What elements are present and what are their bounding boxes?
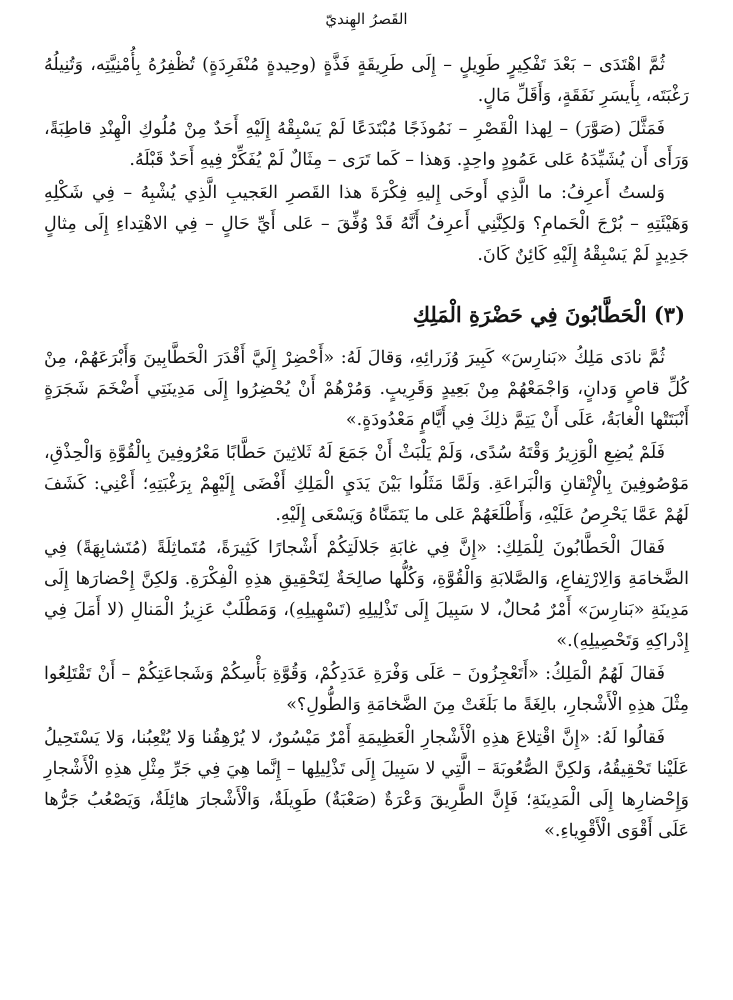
section-body (44, 343, 689, 847)
paragraph: فَمَثَّلَ (صَوَّرَ) – لِهذا الْقَصْرِ – نَمُوذَجًا مُبْتَدَعًا لَمْ يَسْبِقْهُ إِلَيْهِ أَحَدٌ مِنْ مُلُوكِ الْهِنْدِ قاطِبَةً، وَرَأَى أَن يُشَيِّدَهُ عَلى عَمُودٍ واحِدٍ. وَهذا – كَما تَرَى – مِثَالٌ لَمْ يُفَكِّرْ فِيهِ أَحَدٌ قَبْلَهُ. (44, 119, 689, 170)
paragraph: ثُمَّ نادَى مَلِكُ «بَنارِسَ» كَبِيرَ وُزَرائِهِ، وَقالَ لَهُ: «أَحْضِرْ إِلَيَّ أَقْدَرَ الْحَطَّابِينَ وَأَبْرَعَهُمْ، مِنْ كُلِّ قاصٍ وَدانٍ، وَاجْمَعْهُمْ مِنْ بَعِيدٍ وَقَرِيبٍ. وَمُرْهُمْ أَنْ يُحْضِرُوا إِلَى مَدِينَتِي أَضْخَمَ شَجَرَةٍ أَنْبَتَتْها الْغابَةُ، عَلَى أَنْ يَتِمَّ ذلِكَ فِي أَيَّامٍ مَعْدُودَةٍ.» (44, 348, 689, 430)
paragraph: وَلستُ أَعرِفُ: ما الَّذِي أَوحَى إِليهِ فِكْرَةَ هذا القَصرِ العَجيبِ الَّذِي يُشْبِهُ – فِي شَكْلِهِ وَهَيْئَتِهِ – بُرْجَ الْحَمامِ؟ وَلكِنَّنِي أَعرِفُ أَنَّهُ قَدْ وُفِّقَ – عَلى أَيِّ حَالٍ – فِي الاهْتِداءِ إِلَى مِثالٍ جَدِيدٍ لَمْ يَسْبِقْهُ إِلَيْهِ كَائِنٌ كَانَ. (44, 183, 689, 265)
paragraph: فَقالَ الْحَطَّابُونَ لِلْمَلِكِ: «إِنَّ فِي غابَةِ جَلالَتِكُمْ أَشْجارًا كَثِيرَةً، مُتَماثِلَةً (مُتَشابِهَةً) فِي الضَّخامَةِ وَالِارْتِفاعِ، وَالصَّلابَةِ وَالْقُوَّةِ، وَكُلُّها صالِحَةٌ لِتَحْقِيقِ هذِهِ الْفِكْرَةِ. وَلكِنَّ إِحْضارَها إِلَى مَدِينَةِ «بَنارِسَ» أَمْرٌ مُحالٌ، لا سَبِيلَ إِلَى تَذْلِيلِهِ (تَسْهِيلِهِ)، وَمَطْلَبٌ عَزِيزُ الْمَنالِ (لا أَمَلَ فِي إِدْراكِهِ وَتَحْصِيلِهِ).» (44, 538, 689, 651)
section-heading: (٣) الْحَطَّابُونَ فِي حَضْرَةِ الْمَلِكِ (412, 302, 685, 327)
paragraph: فَقالَ لَهُمُ الْمَلِكُ: «أَتَعْجِزُونَ – عَلَى وَفْرَةِ عَدَدِكُمْ، وَقُوَّةِ بَأْسِكُمْ وَشَجاعَتِكُمْ – أَنْ تَقْتَلِعُوا مِثْلَ هذِهِ الْأَشْجارِ، بالِغَةً ما بَلَغَتْ مِنَ الضَّخامَةِ وَالطُّولِ؟» (44, 664, 689, 715)
running-header: القَصرُ الهِنديّ (325, 10, 408, 28)
intro-text (44, 50, 689, 271)
paragraph: فَلَمْ يُضِعِ الْوَزِيرُ وَقْتَهُ سُدًى، وَلَمْ يَلْبَثْ أَنْ جَمَعَ لَهُ ثَلاثِينَ حَطَّابًا مَعْرُوفِينَ بِالْقُوَّةِ وَالْحِذْقِ، مَوْصُوفِينَ بِالْإِتْقانِ وَالْبَراعَةِ. وَلَمَّا مَثَلُوا بَيْنَ يَدَيِ الْمَلِكِ أَفْضَى إِلَيْهِمْ بِرَغْبَتِهِ؛ أَعْنِي: كَشَفَ لَهُمْ عَمَّا يَحْرِصُ عَلَيْهِ، وَأَطْلَعَهُمْ عَلى ما يَتَمَنَّاهُ وَيَسْعَى إِلَيْهِ. (44, 443, 689, 525)
paragraph: ثُمَّ اهْتَدَى – بَعْدَ تَفْكِيرٍ طَوِيلٍ – إِلَى طَرِيقَةٍ فَذَّةٍ (وحِيدةٍ مُنْفَرِدَةٍ) تُظْفِرُهُ بِأُمْنِيَّتِه، وَتُنِيلُهُ رَغْبَتَه، بِأَيسَرِ نَفَقَةٍ، وَأَقَلِّ مَالٍ. (44, 55, 689, 106)
paragraph: فَقالُوا لَهُ: «إِنَّ اقْتِلاعَ هذِهِ الْأَشْجارِ الْعَظِيمَةِ أَمْرٌ مَيْسُورٌ، لا يُرْهِقُنا وَلا يُتْعِبُنا، وَلا يَسْتَحِيلُ عَلَيْنا تَحْقِيقُهُ، وَلكِنَّ الصُّعُوبَةَ – الَّتِي لا سَبِيلَ إِلَى تَذْلِيلِها – إِنَّما هِيَ فِي جَرِّ مِثْلِ هذِهِ الْأَشْجارِ وَإِحْضارِها إِلَى الْمَدِينَةِ؛ فَإِنَّ الطَّرِيقَ وَعْرَةٌ (صَعْبَةٌ) طَوِيلَةٌ، وَالْأَشْجارَ هائِلَةٌ، وَيَصْعُبُ جَرُّها عَلَى أَقْوَى الْأَقْوِياءِ.» (44, 728, 689, 841)
